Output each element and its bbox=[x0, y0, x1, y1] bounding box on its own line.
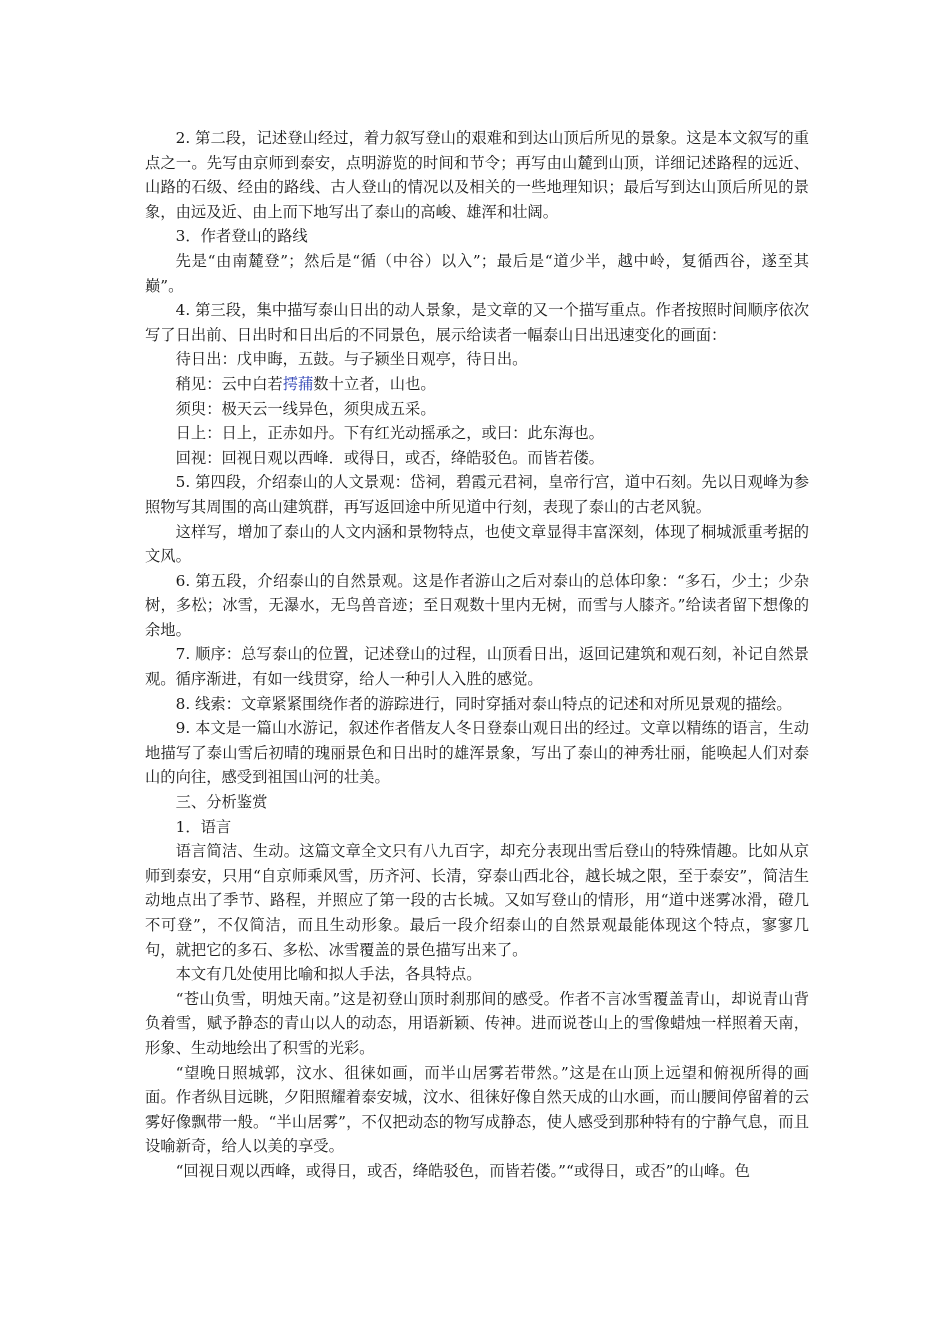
paragraph: 先是“由南麓登”；然后是“循（中谷）以入”；最后是“道少半，越中岭，复循西谷，遂至其巅”。 bbox=[145, 251, 809, 295]
paragraph: “苍山负雪，明烛天南。”这是初登山顶时刹那间的感受。作者不言冰雪覆盖青山，却说青山背负着雪，赋予静态的青山以人的动态，用语新颖、传神。进而说苍山上的雪像蜡烛一样照着天南，形象、生动地绘出了积雪的光彩。 bbox=[145, 989, 809, 1057]
paragraph: “望晚日照城郭，汶水、徂徕如画，而半山居雾若带然。”这是在山顶上远望和俯视所得的画面。作者纵目远眺，夕阳照耀着泰安城，汶水、徂徕好像自然天成的山水画，而山腰间停留着的云雾好像飘带一般。“半山居雾”，不仅把动态的物写成静态，使人感受到那种特有的宁静气息，而且设喻新奇，给人以美的享受。 bbox=[145, 1063, 809, 1156]
paragraph: 5. 第四段，介绍泰山的人文景观：岱祠，碧霞元君祠，皇帝行宫，道中石刻。先以日观峰为参照物写其周围的高山建筑群，再写返回途中所见道中行刻，表现了泰山的古老风貌。 bbox=[145, 473, 809, 516]
link-line-before: 稍见：云中白若 bbox=[175, 374, 283, 393]
paragraph: 本文有几处使用比喻和拟人手法，各具特点。 bbox=[175, 965, 482, 984]
paragraph: 语言简洁、生动。这篇文章全文只有八九百字，却充分表现出雪后登山的特殊情趣。比如从京师到泰安，只用“自京师乘风雪，历齐河、长清，穿泰山西北谷，越长城之限，至于泰安”，简洁生动地点出了季节、路程，并照应了第一段的古长城。又如写登山的情形，用“道中迷雾冰滑，磴几不可登”，不仅简洁，而且生动形象。最后一段介绍泰山的自然景观最能体现这个特点，寥寥几句，就把它的多石、多松、冰雪覆盖的景色描写出来了。 bbox=[145, 842, 809, 959]
paragraph: 8. 线索：文章紧紧围绕作者的游踪进行，同时穿插对泰山特点的记述和对所见景观的描绘。 bbox=[175, 694, 792, 713]
paragraph: 须臾：极天云一线异色，须臾成五采。 bbox=[175, 399, 436, 418]
paragraph: 2. 第二段，记述登山经过，着力叙写登山的艰难和到达山顶后所见的景象。这是本文叙写的重点之一。先写由京师到泰安，点明游览的时间和节令；再写由山麓到山顶，详细记述路程的远近、山路的石级、经由的路线、古人登山的情况以及相关的一些地理知识；最后写到达山顶后所见的景象，由远及近、由上而下地写出了泰山的高峻、雄浑和壮阔。 bbox=[145, 129, 809, 221]
link-line-after: 数十立者，山也。 bbox=[313, 374, 436, 393]
paragraph: 日上：日上，正赤如丹。下有红光动摇承之，或曰：此东海也。 bbox=[175, 424, 604, 443]
paragraph: 6. 第五段，介绍泰山的自然景观。这是作者游山之后对泰山的总体印象：“多石，少土；少杂树，多松；冰雪，无瀑水，无鸟兽音迹；至日观数十里内无树，而雪与人膝齐。”给读者留下想像的余地。 bbox=[145, 571, 809, 639]
paragraph: 4. 第三段，集中描写泰山日出的动人景象，是文章的又一个描写重点。作者按照时间顺序依次写了日出前、日出时和日出后的不同景色，展示给读者一幅泰山日出迅速变化的画面： bbox=[145, 301, 809, 344]
paragraph: 待日出：戊申晦，五鼓。与子颍坐日观亭，待日出。 bbox=[175, 350, 528, 369]
subheading: 1．语言 bbox=[175, 817, 232, 836]
section-heading: 三、分析鉴赏 bbox=[175, 793, 268, 812]
paragraph: “回视日观以西峰，或得日，或否，绛皓驳色，而皆若偻。”“或得日，或否”的山峰。色 bbox=[175, 1161, 750, 1180]
paragraph: 3．作者登山的路线 bbox=[175, 227, 308, 246]
paragraph: 7. 顺序：总写泰山的位置，记述登山的过程，山顶看日出，返回记建筑和观石刻，补记自然景观。循序渐进，有如一线贯穿，给人一种引人入胜的感觉。 bbox=[145, 645, 809, 689]
document-body bbox=[145, 126, 809, 1184]
paragraph: 这样写，增加了泰山的人文内涵和景物特点，也使文章显得丰富深刻，体现了桐城派重考据的文风。 bbox=[145, 522, 809, 566]
paragraph: 回视：回视日观以西峰．或得日，或否，绛皓驳色。而皆若偻。 bbox=[175, 448, 604, 467]
term-link[interactable]: 摴蒱 bbox=[282, 374, 314, 393]
paragraph-with-link bbox=[145, 372, 809, 397]
paragraph: 9. 本文是一篇山水游记，叙述作者偕友人冬日登泰山观日出的经过。文章以精练的语言，生动地描写了泰山雪后初晴的瑰丽景色和日出时的雄浑景象，写出了泰山的神秀壮丽，能唤起人们对泰山的向往，感受到祖国山河的壮美。 bbox=[145, 719, 809, 787]
